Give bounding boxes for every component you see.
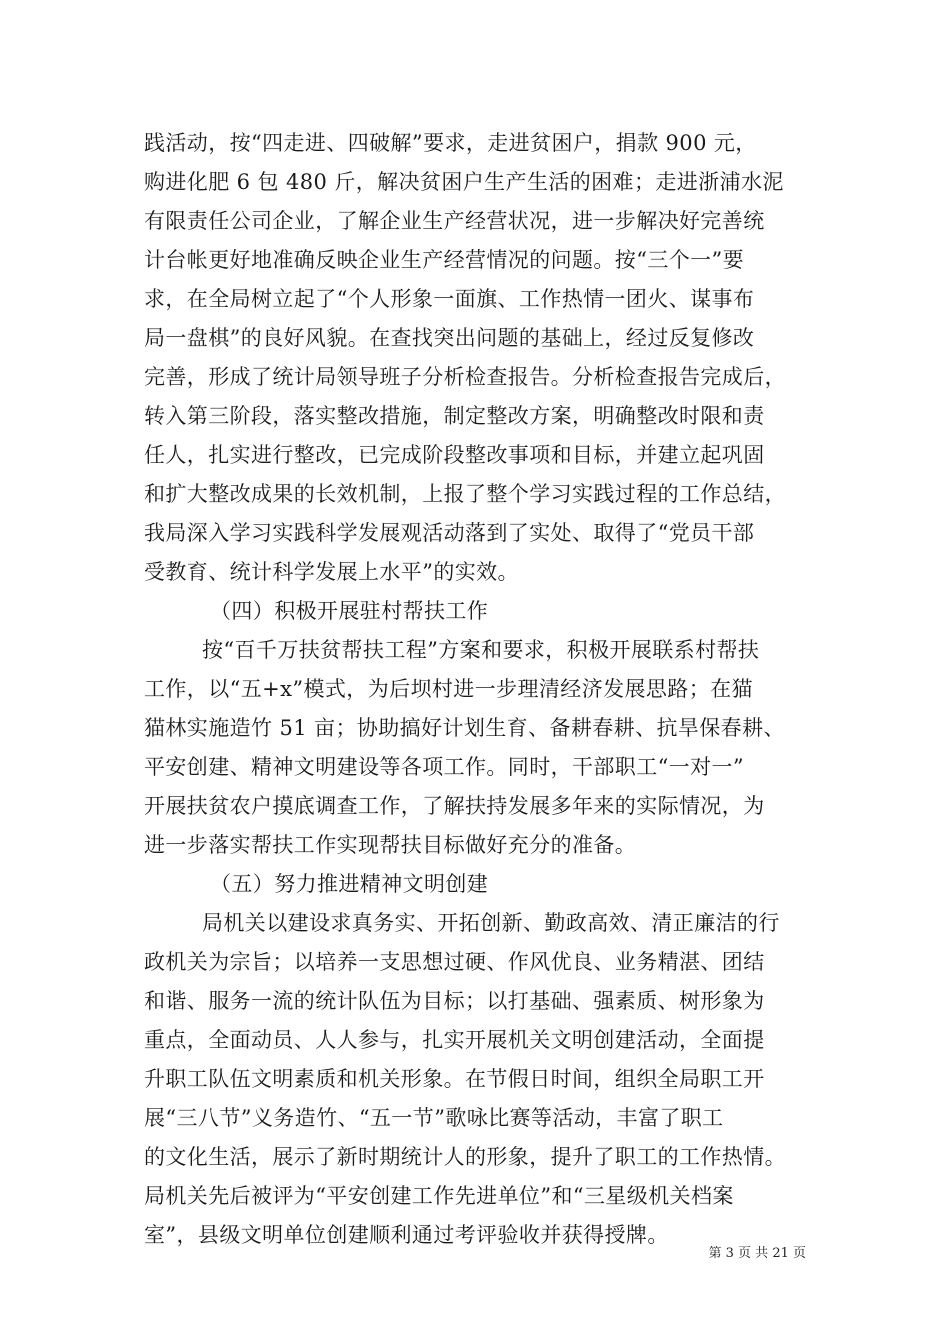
- paragraph-first-line: 局机关以建设求真务实、开拓创新、勤政高效、清正廉洁的行: [202, 911, 780, 935]
- page-number-footer: 第 3 页 共 21 页: [708, 1246, 806, 1261]
- paragraph-line: 和谐、服务一流的统计队伍为目标；以打基础、强素质、树形象为: [144, 989, 765, 1013]
- paragraph-continuation-line: 有限责任公司企业，了解企业生产经营状况，进一步解决好完善统: [144, 209, 765, 233]
- paragraph-continuation-line: 求，在全局树立起了“个人形象一面旗、工作热情一团火、谋事布: [144, 287, 755, 311]
- paragraph-continuation-line: 任人，扎实进行整改，已完成阶段整改事项和目标，并建立起巩固: [144, 443, 765, 467]
- body-text: [144, 124, 806, 1255]
- paragraph-line: 政机关为宗旨；以培养一支思想过硬、作风优良、业务精湛、团结: [144, 950, 765, 974]
- paragraph-line: 的文化生活，展示了新时期统计人的形象，提升了职工的工作热情。: [144, 1145, 786, 1169]
- paragraph-continuation-line: 受教育、统计科学发展上水平”的实效。: [144, 560, 519, 584]
- paragraph-line: 开展扶贫农户摸底调查工作，了解扶持发展多年来的实际情况，为: [144, 794, 765, 818]
- section-heading-4: （四）积极开展驻村帮扶工作: [210, 599, 489, 623]
- section-heading-5: （五）努力推进精神文明创建: [210, 872, 489, 896]
- paragraph-line: 重点，全面动员、人人参与，扎实开展机关文明创建活动，全面提: [144, 1028, 765, 1052]
- paragraph-line: 进一步落实帮扶工作实现帮扶目标做好充分的准备。: [144, 833, 637, 857]
- paragraph-continuation-line: 完善，形成了统计局领导班子分析检查报告。分析检查报告完成后，: [144, 365, 786, 389]
- paragraph-continuation-line: 和扩大整改成果的长效机制，上报了整个学习实践过程的工作总结，: [144, 482, 786, 506]
- paragraph-continuation-line: 局一盘棋”的良好风貌。在查找突出问题的基础上，经过反复修改: [144, 326, 755, 350]
- paragraph-continuation-line: 我局深入学习实践科学发展观活动落到了实处、取得了“党员干部: [144, 521, 755, 545]
- paragraph-line: 室”，县级文明单位创建顺利通过考评验收并获得授牌。: [144, 1223, 669, 1247]
- paragraph-continuation-line: 计台帐更好地准确反映企业生产经营情况的问题。按“三个一”要: [144, 248, 745, 272]
- paragraph-line: 展“三八节”义务造竹、“五一节”歌咏比赛等活动，丰富了职工: [144, 1106, 724, 1130]
- paragraph-line: 升职工队伍文明素质和机关形象。在节假日时间，组织全局职工开: [144, 1067, 765, 1091]
- paragraph-line: 工作，以“五+x”模式，为后坝村进一步理清经济发展思路；在猫: [144, 677, 753, 701]
- paragraph-continuation-line: 践活动，按“四走进、四破解”要求，走进贫困户，捐款 900 元，: [144, 131, 757, 155]
- paragraph-line: 局机关先后被评为“平安创建工作先进单位”和“三星级机关档案: [144, 1184, 734, 1208]
- paragraph-first-line: 按“百千万扶贫帮扶工程”方案和要求，积极开展联系村帮扶: [202, 638, 760, 662]
- paragraph-continuation-line: 购进化肥 6 包 480 斤，解决贫困户生产生活的困难；走进浙浦水泥: [144, 170, 784, 194]
- paragraph-line: 猫林实施造竹 51 亩；协助搞好计划生育、备耕春耕、抗旱保春耕、: [144, 716, 785, 740]
- paragraph-line: 平安创建、精神文明建设等各项工作。同时，干部职工“一对一”: [144, 755, 745, 779]
- paragraph-continuation-line: 转入第三阶段，落实整改措施，制定整改方案，明确整改时限和责: [144, 404, 765, 428]
